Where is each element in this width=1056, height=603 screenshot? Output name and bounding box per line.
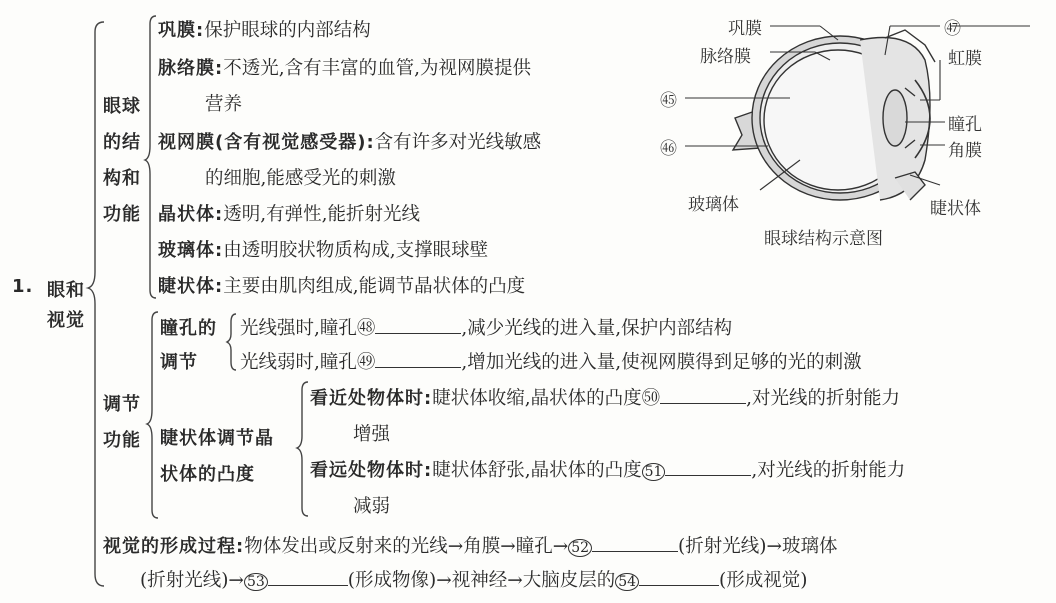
item-maileomo: 脉络膜:不透光,含有丰富的血管,为视网膜提供 xyxy=(158,58,531,79)
blank-number-49: ㊾ xyxy=(356,352,376,373)
desc: 不透光,含有丰富的血管,为视网膜提供 xyxy=(223,58,531,79)
term: 睫状体 xyxy=(158,276,215,297)
structure-brace xyxy=(145,16,156,298)
text: (形成视觉) xyxy=(719,570,808,591)
desc: 保护眼球的内部结构 xyxy=(204,20,371,41)
blank-54[interactable] xyxy=(639,569,719,586)
ciliary-label-1: 睫状体调节晶 xyxy=(160,428,274,449)
text: 光线强时,瞳孔 xyxy=(240,318,357,339)
blank-number-52: 52 xyxy=(568,539,592,557)
text: ,减少光线的进入量,保护内部结构 xyxy=(461,318,733,339)
item-gongmo: 巩膜:保护眼球的内部结构 xyxy=(158,20,371,41)
blank-52[interactable] xyxy=(592,535,678,552)
text: ,增加光线的进入量,使视网膜得到足够的光的刺激 xyxy=(461,352,862,373)
regulation-label-2: 功能 xyxy=(103,430,141,451)
section-number: 1. xyxy=(12,276,34,297)
term: 视网膜(含有视觉感受器) xyxy=(158,132,367,153)
desc: 主要由肌肉组成,能调节晶状体的凸度 xyxy=(223,276,526,297)
structure-label-3: 构和 xyxy=(103,168,141,189)
item-boliti: 玻璃体:由透明胶状物质构成,支撑眼球壁 xyxy=(158,240,489,261)
term: 玻璃体 xyxy=(158,240,215,261)
section-title-line2: 视觉 xyxy=(47,310,85,331)
blank-number-50: ㊿ xyxy=(641,388,661,409)
label-hongmo: 虹膜 xyxy=(948,49,982,69)
ciliary-far xyxy=(310,456,905,482)
pupil-brace xyxy=(227,314,236,370)
item-maileomo-cont: 营养 xyxy=(205,94,243,115)
regulation-label-1: 调节 xyxy=(103,394,141,415)
label-45: ㊺ xyxy=(660,91,677,111)
ciliary-brace xyxy=(297,382,308,516)
ciliary-near-cont: 增强 xyxy=(353,424,391,445)
heading: 看近处物体时: xyxy=(310,388,433,409)
ciliary-near xyxy=(310,384,900,410)
pupil-label-2: 调节 xyxy=(160,352,198,373)
text: ,对光线的折射能力 xyxy=(751,460,906,481)
item-shiwangmo-cont: 的细胞,能感受光的刺激 xyxy=(205,168,396,189)
text: 物体发出或反射来的光线→角膜→瞳孔→ xyxy=(244,536,569,557)
pupil-strong xyxy=(240,314,732,340)
label-gongmo: 巩膜 xyxy=(728,19,762,39)
desc: 透明,有弹性,能折射光线 xyxy=(223,204,420,225)
item-shiwangmo: 视网膜(含有视觉感受器):含有许多对光线敏感 xyxy=(158,132,542,153)
blank-51[interactable] xyxy=(665,459,751,476)
label-tongkong: 瞳孔 xyxy=(948,115,982,135)
blank-number-51: 51 xyxy=(642,463,666,481)
text: 睫状体舒张,晶状体的凸度 xyxy=(432,460,642,481)
vision-line-2 xyxy=(140,566,807,592)
blank-49[interactable] xyxy=(375,351,461,368)
section-title-line1: 眼和 xyxy=(47,280,85,301)
ciliary-far-cont: 减弱 xyxy=(353,496,391,517)
desc: 含有许多对光线敏感 xyxy=(374,132,542,153)
text: (折射光线)→ xyxy=(140,570,244,591)
blank-number-48: ㊽ xyxy=(356,318,376,339)
term: 脉络膜 xyxy=(158,58,215,79)
eye-diagram xyxy=(733,30,935,200)
diagram-caption: 眼球结构示意图 xyxy=(764,229,883,249)
heading: 视觉的形成过程: xyxy=(103,536,245,557)
item-jingzhuangti: 晶状体:透明,有弹性,能折射光线 xyxy=(158,204,420,225)
pupil-weak xyxy=(240,348,862,374)
blank-number-54: 54 xyxy=(615,573,639,591)
label-47: ㊼ xyxy=(944,19,961,39)
ciliary-label-2: 状体的凸度 xyxy=(160,464,255,485)
blank-number-53: 53 xyxy=(244,573,268,591)
label-jiezhuangti: 睫状体 xyxy=(930,199,981,219)
text: (折射光线)→玻璃体 xyxy=(678,536,838,557)
blank-53[interactable] xyxy=(268,569,348,586)
blank-48[interactable] xyxy=(375,317,461,334)
blank-50[interactable] xyxy=(660,387,746,404)
structure-label-2: 的结 xyxy=(103,132,141,153)
main-brace xyxy=(88,22,104,586)
vision-line-1 xyxy=(103,532,837,558)
text: ,对光线的折射能力 xyxy=(746,388,900,409)
label-jiaomo: 角膜 xyxy=(948,141,982,161)
text: 睫状体收缩,晶状体的凸度 xyxy=(432,388,642,409)
desc: 由透明胶状物质构成,支撑眼球壁 xyxy=(223,240,489,261)
text: (形成物像)→视神经→大脑皮层的 xyxy=(347,570,616,591)
label-boliti: 玻璃体 xyxy=(688,195,739,215)
structure-label-4: 功能 xyxy=(103,204,141,225)
regulation-brace xyxy=(147,312,158,518)
text: 光线弱时,瞳孔 xyxy=(240,352,357,373)
structure-label-1: 眼球 xyxy=(103,96,141,117)
label-46: ㊻ xyxy=(660,139,677,159)
heading: 看远处物体时: xyxy=(310,460,433,481)
pupil-label-1: 瞳孔的 xyxy=(160,318,217,339)
term: 巩膜 xyxy=(158,20,196,41)
label-maileomo: 脉络膜 xyxy=(700,47,751,67)
item-jiezhuangti: 睫状体:主要由肌肉组成,能调节晶状体的凸度 xyxy=(158,276,526,297)
term: 晶状体 xyxy=(158,204,215,225)
